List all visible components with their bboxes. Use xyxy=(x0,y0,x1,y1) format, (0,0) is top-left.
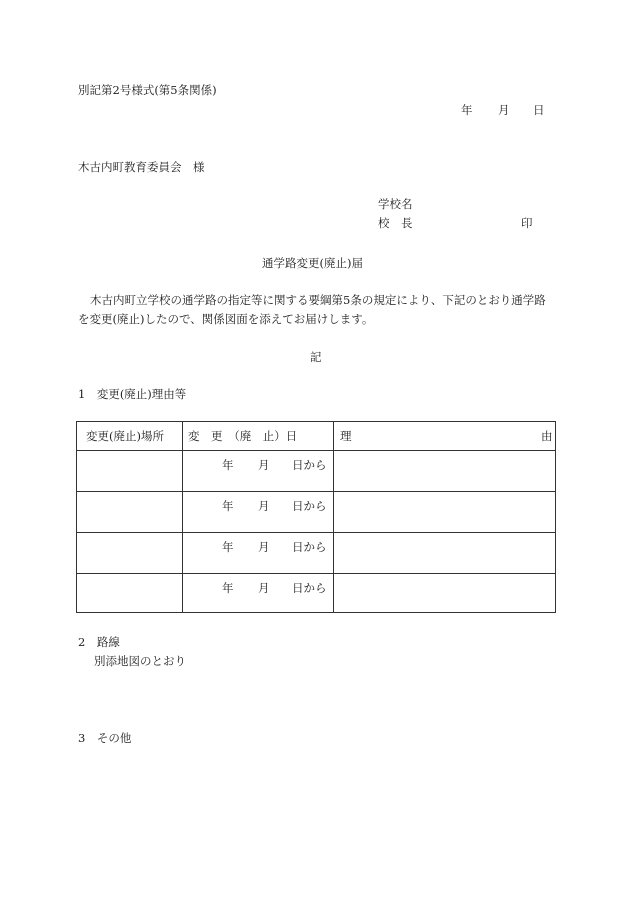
section-2-content: 別添地図のとおり xyxy=(94,654,186,668)
row-day-from-label: 日から xyxy=(292,581,327,595)
document-title: 通学路変更(廃止)届 xyxy=(262,256,363,270)
header-date: 変 更 （廃 止）日 xyxy=(188,429,298,443)
row-day-from-label: 日から xyxy=(292,458,327,472)
addressee: 木古内町教育委員会 様 xyxy=(78,160,205,174)
row-year-label: 年 xyxy=(222,581,234,595)
section-2-heading: 2 路線 xyxy=(78,635,120,649)
date-month-label: 月 xyxy=(498,103,510,117)
school-name-label: 学校名 xyxy=(378,197,413,211)
row-day-from-label: 日から xyxy=(292,540,327,554)
table-row-divider xyxy=(77,450,555,451)
table-row-divider xyxy=(77,491,555,492)
reason-table xyxy=(76,421,556,613)
principal-label: 校 長 xyxy=(378,216,413,230)
row-month-label: 月 xyxy=(258,581,270,595)
row-year-label: 年 xyxy=(222,499,234,513)
body-text-line-2: を変更(廃止)したので、関係図面を添えてお届けします。 xyxy=(78,312,374,326)
seal-mark: 印 xyxy=(521,216,533,230)
row-month-label: 月 xyxy=(258,499,270,513)
header-reason-right: 由 xyxy=(541,429,553,443)
header-reason-left: 理 xyxy=(340,429,352,443)
section-1-heading: 1 変更(廃止)理由等 xyxy=(78,387,187,401)
row-month-label: 月 xyxy=(258,540,270,554)
row-year-label: 年 xyxy=(222,540,234,554)
table-row-divider xyxy=(77,532,555,533)
ki-heading: 記 xyxy=(310,350,322,364)
header-place: 変更(廃止)場所 xyxy=(86,429,164,443)
form-number: 別記第2号様式(第5条関係) xyxy=(78,83,217,97)
table-row-divider xyxy=(77,573,555,574)
date-year-label: 年 xyxy=(461,103,473,117)
row-month-label: 月 xyxy=(258,458,270,472)
date-day-label: 日 xyxy=(533,103,545,117)
section-3-heading: 3 その他 xyxy=(78,731,132,745)
body-text-line-1: 木古内町立学校の通学路の指定等に関する要綱第5条の規定により、下記のとおり通学路 xyxy=(90,293,546,307)
row-year-label: 年 xyxy=(222,458,234,472)
row-day-from-label: 日から xyxy=(292,499,327,513)
